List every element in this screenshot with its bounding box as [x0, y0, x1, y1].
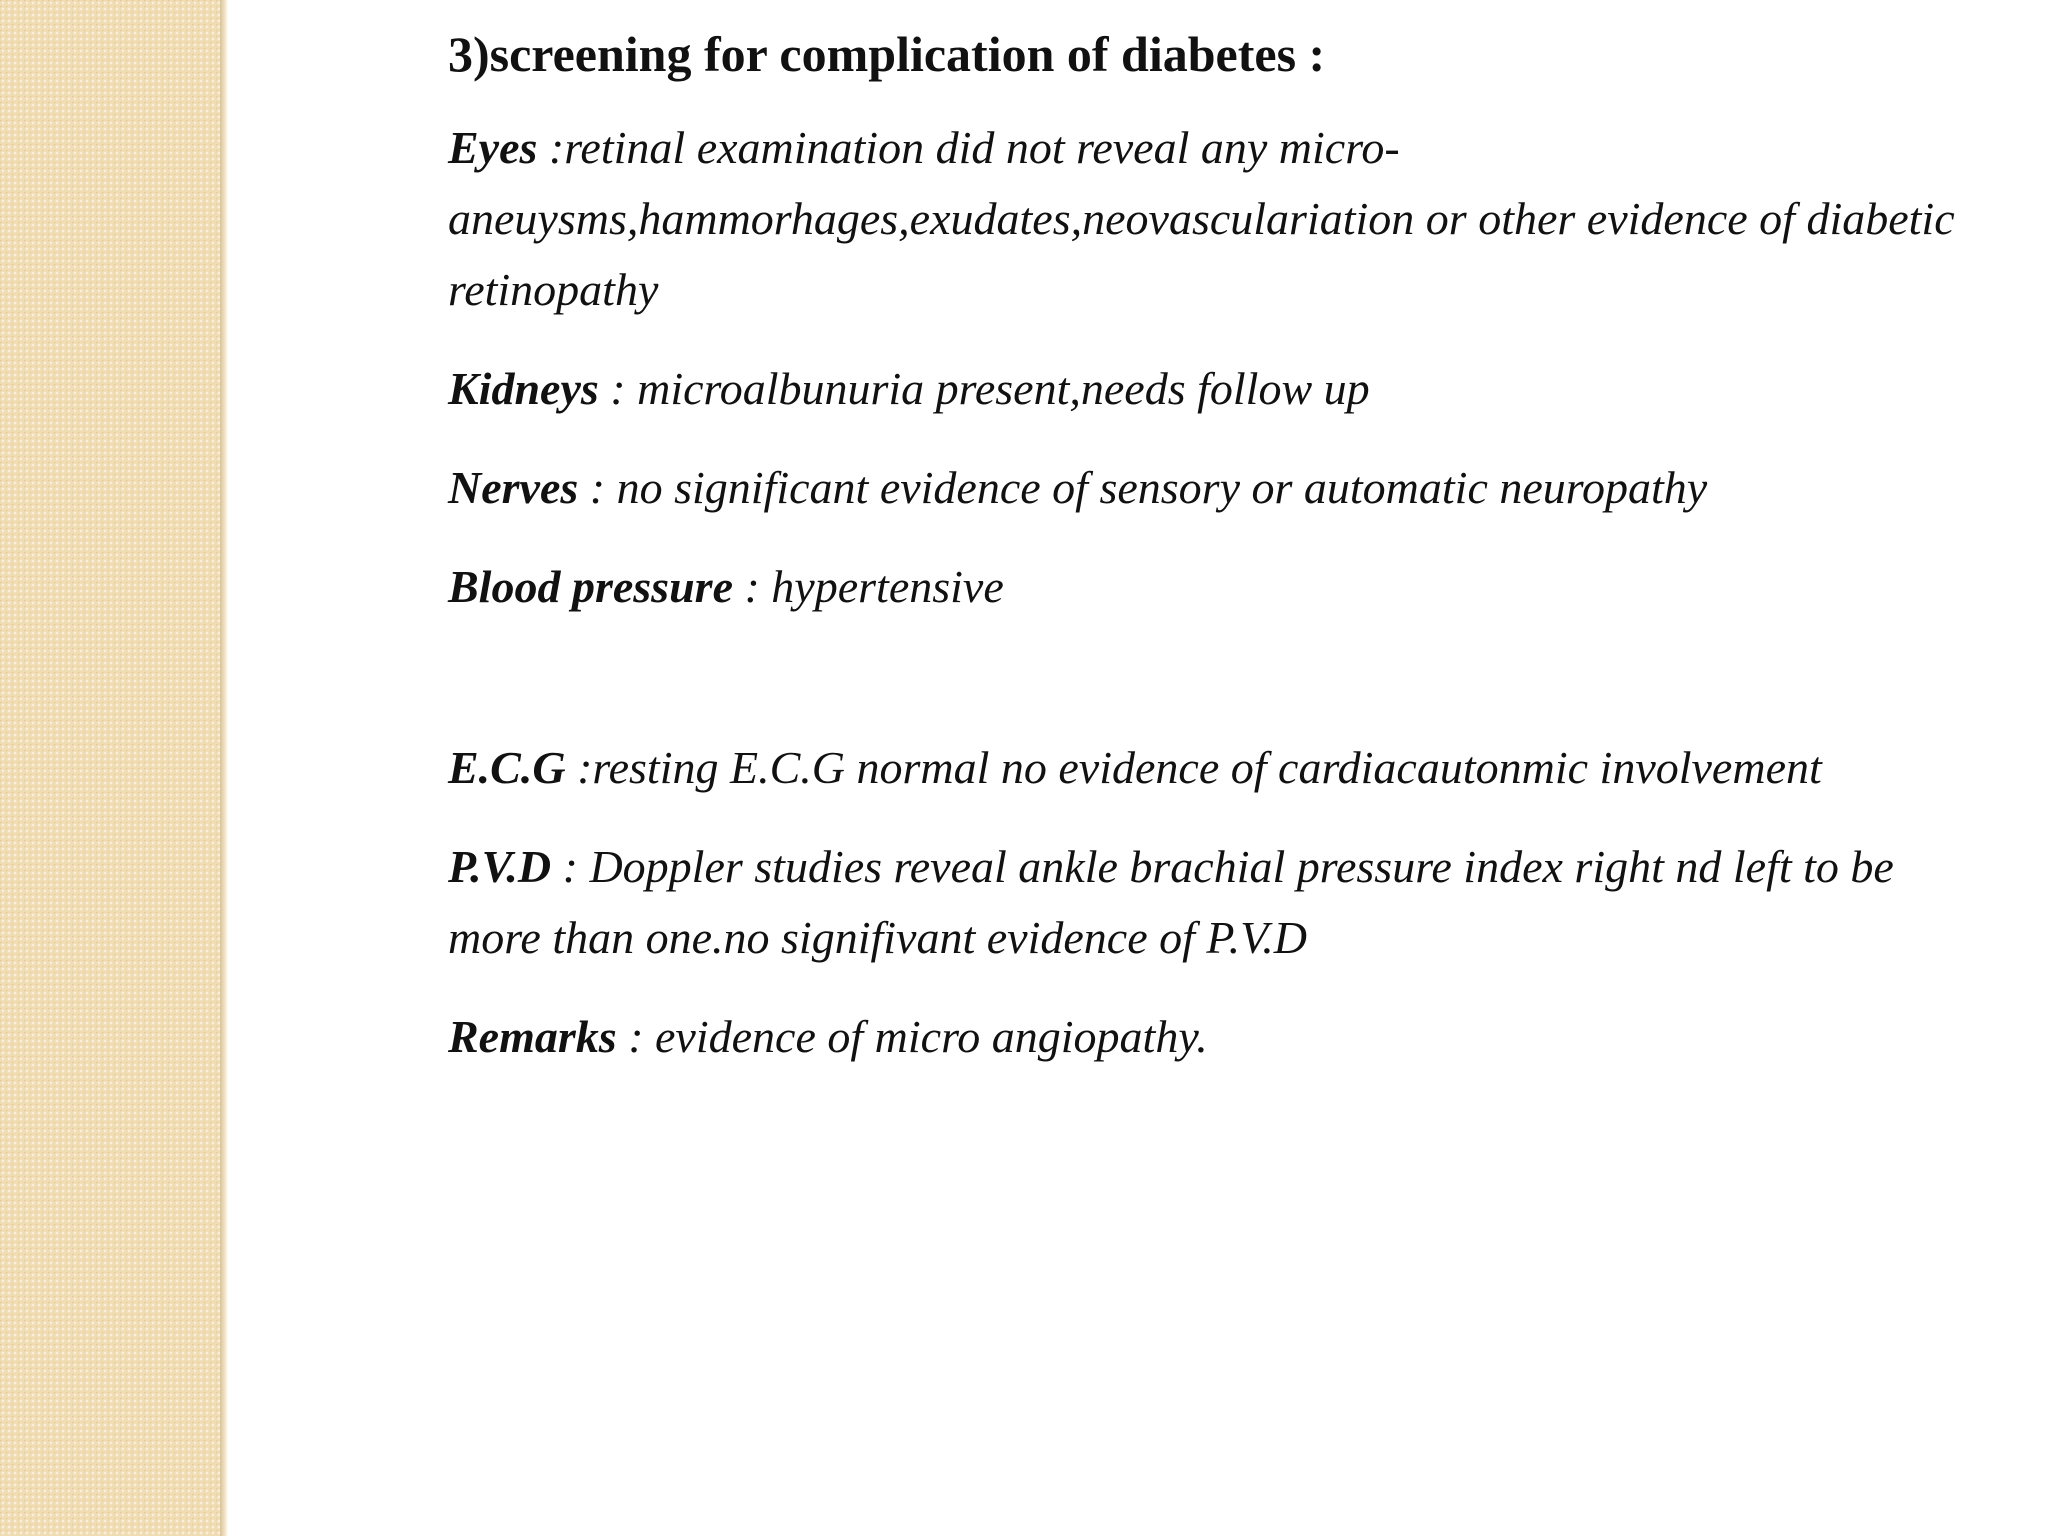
entry-eyes [448, 112, 1988, 325]
entry-pvd [448, 831, 1988, 973]
entry-remarks [448, 1001, 1988, 1072]
entry-value-blood-pressure: : hypertensive [732, 561, 1004, 612]
entry-label-blood-pressure: Blood pressure [448, 561, 733, 612]
entry-label-kidneys: Kidneys [448, 363, 599, 414]
entry-blood-pressure [448, 551, 1988, 622]
section-spacer [448, 650, 1988, 732]
entry-nerves [448, 452, 1988, 523]
entry-label-eyes: Eyes [448, 122, 538, 173]
entry-label-pvd: P.V.D [448, 841, 552, 892]
entry-value-nerves: : no significant evidence of sensory or automatic neuropathy [578, 462, 1708, 513]
entry-value-eyes: :retinal examination did not reveal any micro-aneuysms,hammorhages,exudates,neovasculariation or other evidence of diabetic retinopathy [448, 122, 1955, 315]
entry-value-remarks: : evidence of micro angiopathy. [616, 1011, 1208, 1062]
entry-value-pvd: : Doppler studies reveal ankle brachial pressure index right nd left to be more than one.no signifivant evidence of P.V.D [448, 841, 1894, 963]
side-panel-edge [220, 0, 228, 1536]
entry-label-nerves: Nerves [448, 462, 579, 513]
entry-label-remarks: Remarks [448, 1011, 617, 1062]
entry-kidneys [448, 353, 1988, 424]
entry-ecg [448, 732, 1988, 803]
decorative-side-panel [0, 0, 226, 1536]
entry-value-ecg: :resting E.C.G normal no evidence of cardiacautonmic involvement [565, 742, 1822, 793]
slide-title: 3)screening for complication of diabetes : [448, 26, 1326, 82]
slide-content [448, 18, 1988, 1100]
entry-value-kidneys: : microalbunuria present,needs follow up [598, 363, 1370, 414]
entry-label-ecg: E.C.G [448, 742, 566, 793]
